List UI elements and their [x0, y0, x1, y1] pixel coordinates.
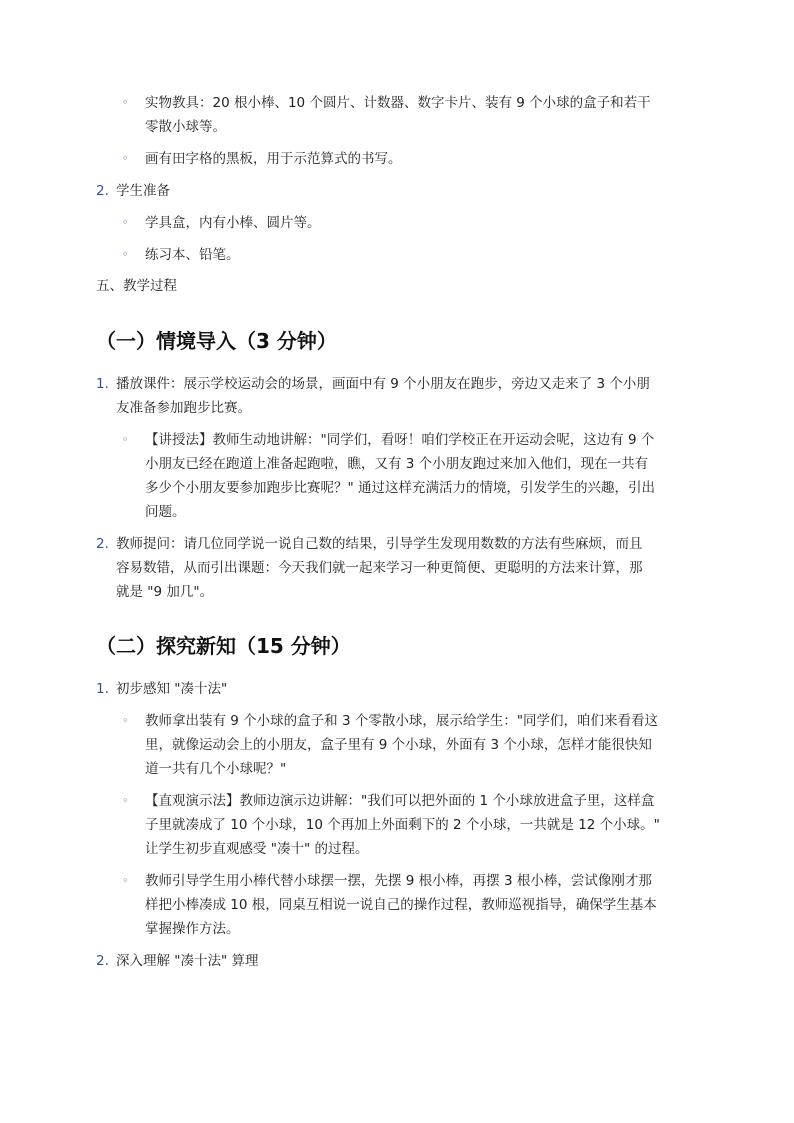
list-number: 2.	[96, 183, 109, 199]
list-number: 1.	[96, 681, 109, 697]
part2-sub3-line-2: 样把小棒凑成 10 根，同桌互相说一说自己的操作过程，教师巡视指导，确保学生基本	[145, 897, 657, 913]
bullet-marker: ◦	[122, 96, 129, 109]
bullet-marker: ◦	[122, 248, 129, 261]
part2-sub2-line-1: 【直观演示法】教师边演示边讲解："我们可以把外面的 1 个小球放进盒子里，这样盒	[145, 793, 655, 809]
part2-sub1-line-2: 里，就像运动会上的小朋友，盒子里有 9 个小球，外面有 3 个小球，怎样才能很快知	[145, 737, 652, 753]
part1-item1-line-1: 播放课件：展示学校运动会的场景，画面中有 9 个小朋友在跑步，旁边又走来了 3 个小朋	[116, 376, 650, 392]
part1-item1-line-2: 友准备参加跑步比赛。	[116, 400, 251, 416]
bullet-marker: ◦	[122, 874, 129, 887]
part2-sub3-line-1: 教师引导学生用小棒代替小球摆一摆，先摆 9 根小棒，再摆 3 根小棒，尝试像刚才那	[145, 873, 652, 889]
list-number: 1.	[96, 376, 109, 392]
part1-sub-line-3: 多少个小朋友要参加跑步比赛呢？" 通过这样充满活力的情境，引发学生的兴趣，引出	[145, 480, 655, 496]
bullet-marker: ◦	[122, 216, 129, 229]
bullet-marker: ◦	[122, 152, 129, 165]
list-number: 2.	[96, 953, 109, 969]
part1-item2-line-1: 教师提问：请几位同学说一说自己数的结果，引导学生发现用数数的方法有些麻烦，而且	[116, 536, 643, 552]
section-five-title: 五、教学过程	[96, 278, 177, 294]
teacher-item-1-line-2: 零散小球等。	[145, 119, 226, 135]
part1-sub-line-2: 小朋友已经在跑道上准备起跑啦，瞧，又有 3 个小朋友跑过来加入他们，现在一共有	[145, 456, 649, 472]
part2-item1-title: 初步感知 "凑十法"	[116, 681, 228, 697]
student-item-1: 学具盒，内有小棒、圆片等。	[145, 215, 321, 231]
bullet-marker: ◦	[122, 794, 129, 807]
part1-heading: （一）情境导入（3 分钟）	[96, 329, 337, 353]
student-item-2: 练习本、铅笔。	[145, 247, 240, 263]
part2-sub2-line-2: 子里就凑成了 10 个小球，10 个再加上外面剩下的 2 个小球，一共就是 12 个小球。"	[145, 817, 660, 833]
part1-sub-line-1: 【讲授法】教师生动地讲解："同学们，看呀！咱们学校正在开运动会呢，这边有 9 个	[145, 432, 655, 448]
part2-sub1-line-1: 教师拿出装有 9 个小球的盒子和 3 个零散小球，展示给学生："同学们，咱们来看看这	[145, 713, 659, 729]
part2-sub3-line-3: 掌握操作方法。	[145, 921, 240, 937]
list-number: 2.	[96, 536, 109, 552]
teacher-item-1-line-1: 实物教具：20 根小棒、10 个圆片、计数器、数字卡片、装有 9 个小球的盒子和若干	[145, 95, 651, 111]
part2-sub1-line-3: 道一共有几个小球呢？"	[145, 761, 287, 777]
teacher-item-2-line-1: 画有田字格的黑板，用于示范算式的书写。	[145, 151, 402, 167]
part1-sub-line-4: 问题。	[145, 504, 186, 520]
part2-item2-title: 深入理解 "凑十法" 算理	[116, 953, 259, 969]
student-prep-title: 学生准备	[116, 183, 170, 199]
part1-item2-line-2: 容易数错，从而引出课题：今天我们就一起来学习一种更简便、更聪明的方法来计算，那	[116, 560, 643, 576]
part1-item2-line-3: 就是 "9 加几"。	[116, 584, 214, 600]
bullet-marker: ◦	[122, 433, 129, 446]
part2-heading: （二）探究新知（15 分钟）	[96, 634, 351, 658]
part2-sub2-line-3: 让学生初步直观感受 "凑十" 的过程。	[145, 841, 369, 857]
bullet-marker: ◦	[122, 714, 129, 727]
